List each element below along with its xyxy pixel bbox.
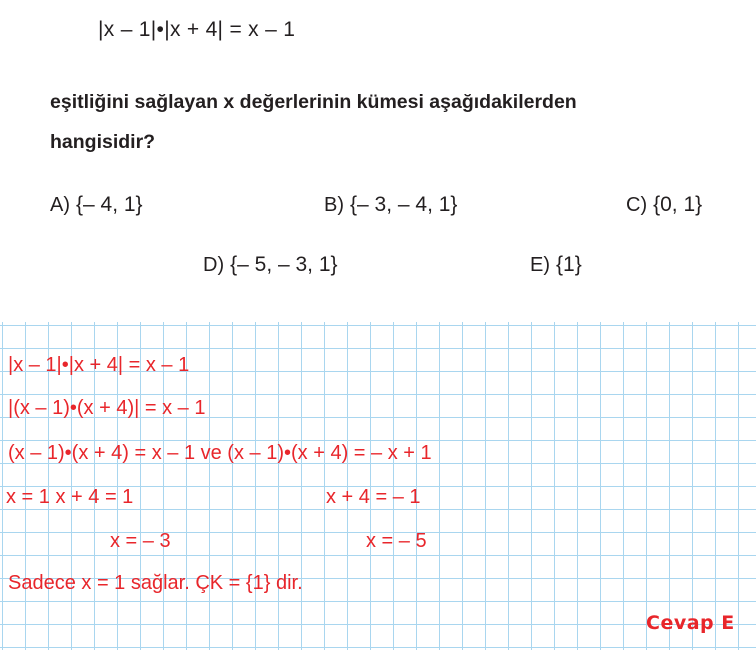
solution-line-2: |(x – 1)•(x + 4)| = x – 1 — [8, 397, 206, 419]
option-c[interactable] — [626, 193, 702, 217]
solution-line-4-right: x + 4 = – 1 — [326, 486, 421, 508]
option-e-value: {1} — [556, 253, 582, 276]
answer-label: Cevap E — [646, 612, 735, 634]
option-d-value: {– 5, – 3, 1} — [230, 253, 338, 276]
option-b-value: {– 3, – 4, 1} — [350, 193, 458, 216]
question-equation: |x – 1|•|x + 4| = x – 1 — [98, 18, 296, 41]
solution-line-5-left: x = – 3 — [110, 530, 171, 552]
option-d[interactable] — [203, 253, 338, 277]
option-d-label: D) — [203, 254, 225, 276]
option-b-label: B) — [324, 194, 344, 216]
option-e[interactable] — [530, 253, 582, 277]
option-e-label: E) — [530, 254, 550, 276]
option-b[interactable] — [324, 193, 457, 217]
solution-line-3: (x – 1)•(x + 4) = x – 1 ve (x – 1)•(x + 4) = – x + 1 — [8, 442, 432, 464]
option-a-label: A) — [50, 194, 70, 216]
solution-line-5-right: x = – 5 — [366, 530, 427, 552]
solution-line-4-left: x = 1 x + 4 = 1 — [6, 486, 134, 508]
question-text-line1: eşitliğini sağlayan x değerlerinin kümesi aşağıdakilerden — [50, 91, 577, 113]
option-a-value: {– 4, 1} — [76, 193, 143, 216]
option-c-value: {0, 1} — [653, 193, 703, 216]
solution-line-1: |x – 1|•|x + 4| = x – 1 — [8, 354, 190, 376]
option-c-label: C) — [626, 194, 648, 216]
solution-line-6: Sadece x = 1 sağlar. ÇK = {1} dir. — [8, 572, 303, 594]
question-text-line2: hangisidir? — [50, 131, 156, 153]
option-a[interactable] — [50, 193, 143, 217]
